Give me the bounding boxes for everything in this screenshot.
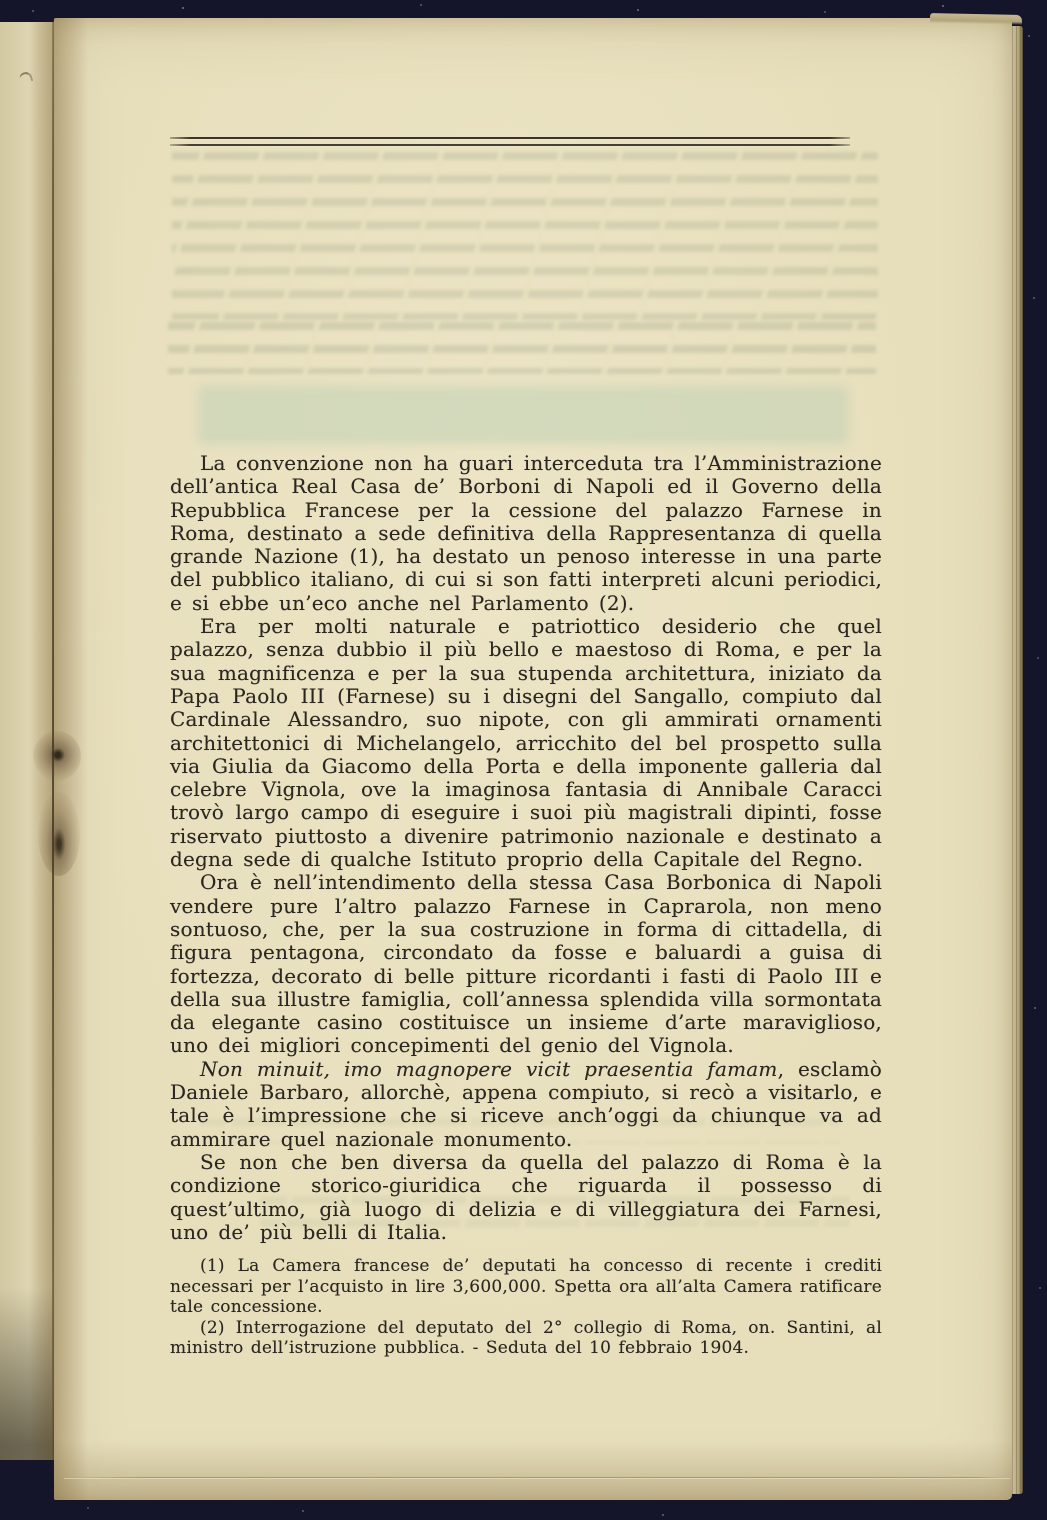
gutter-crease-line bbox=[52, 20, 54, 1490]
dust-specks bbox=[182, 7, 184, 9]
paragraph bbox=[170, 1058, 882, 1151]
paragraph: Se non che ben diversa da quella del palazzo di Roma è la condizione storico-giuridica che riguarda il possesso di quest’ultimo, già luogo di delizia e di villeggiatura dei Farnesi, uno de’ più belli di Italia. bbox=[170, 1149, 882, 1244]
body-text bbox=[170, 452, 882, 1359]
paragraph: La convenzione non ha guari interceduta tra l’Amministrazione dell’antica Real Casa de’ Borboni di Napoli ed il Governo della Repubblica Francese per la cessione del palazzo Farnese in Roma, destinato a sede definitiva della Rappresentanza di quella grande Nazione (1), ha destato un penoso interesse in una parte del pubblico italiano, di cui si son fatti interpreti alcuni periodici, e si ebbe un’eco anche nel Parlamento (2). bbox=[170, 451, 882, 615]
binding-stain bbox=[33, 731, 81, 781]
page-stack-edge-top bbox=[930, 13, 1022, 25]
latin-quote: Non minuit, imo magnopere vicit praesentia famam bbox=[200, 1056, 778, 1081]
paragraph-text: , esclamò Daniele Barbaro, allorchè, appena compiuto, si recò a visitarlo, e tale è l’impressione che si riceve anch’oggi da chiunque va ad ammirare quel nazionale monumento. bbox=[170, 1056, 882, 1151]
footnote: (2) Interrogazione del deputato del 2° collegio di Roma, on. Santini, al ministro dell’istruzione pubblica. - Seduta del 10 febbraio 1904. bbox=[170, 1317, 882, 1359]
binding-stain bbox=[38, 792, 80, 876]
footnotes bbox=[170, 1256, 882, 1359]
head-rule-bottom bbox=[170, 144, 850, 146]
paragraph: Ora è nell’intendimento della stessa Casa Borbonica di Napoli vendere pure l’altro palazzo Farnese in Caprarola, non meno sontuoso, che, per la sua costruzione in forma di cittadella, di figura pentagona, circondato da fosse e baluardi a guisa di fortezza, decorato di belle pitture ricordanti i fasti di Paolo III e della sua illustre famiglia, coll’annessa splendida villa sormontata da elegante casino costituisce un insieme d’arte maraviglioso, uno dei migliori concepimenti del genio del Vignola. bbox=[170, 870, 882, 1058]
head-rule-top bbox=[170, 137, 850, 139]
paragraph: Era per molti naturale e patriottico desiderio che quel palazzo, senza dubbio il più bello e maestoso di Roma, e per la sua magnificenza e per la sua stupenda architettura, iniziato da Papa Paolo III (Farnese) su i disegni del Sangallo, compiuto dal Cardinale Alessandro, suo nipote, con gli ammirati ornamenti architettonici di Michelangelo, arricchito del bel prospetto sulla via Giulia da Giacomo della Porta e della imponente galleria dal celebre Vignola, ove la imaginosa fantasia di Annibale Caracci trovò largo campo di eseguire i suoi più magistrali dipinti, fosse riservato piuttosto a divenire patrimonio nazionale e destinato a degna sede di qualche Istituto proprio della Capitale del Regno. bbox=[170, 614, 882, 872]
page-stack-edge-right bbox=[1012, 26, 1023, 1494]
bottom-crease-line bbox=[64, 1477, 1010, 1478]
footnote: (1) La Camera francese de’ deputati ha concesso di recente i crediti necessari per l’acquisto in lire 3,600,000. Spetta ora all’alta Camera ratificare tale concessione. bbox=[170, 1256, 882, 1318]
